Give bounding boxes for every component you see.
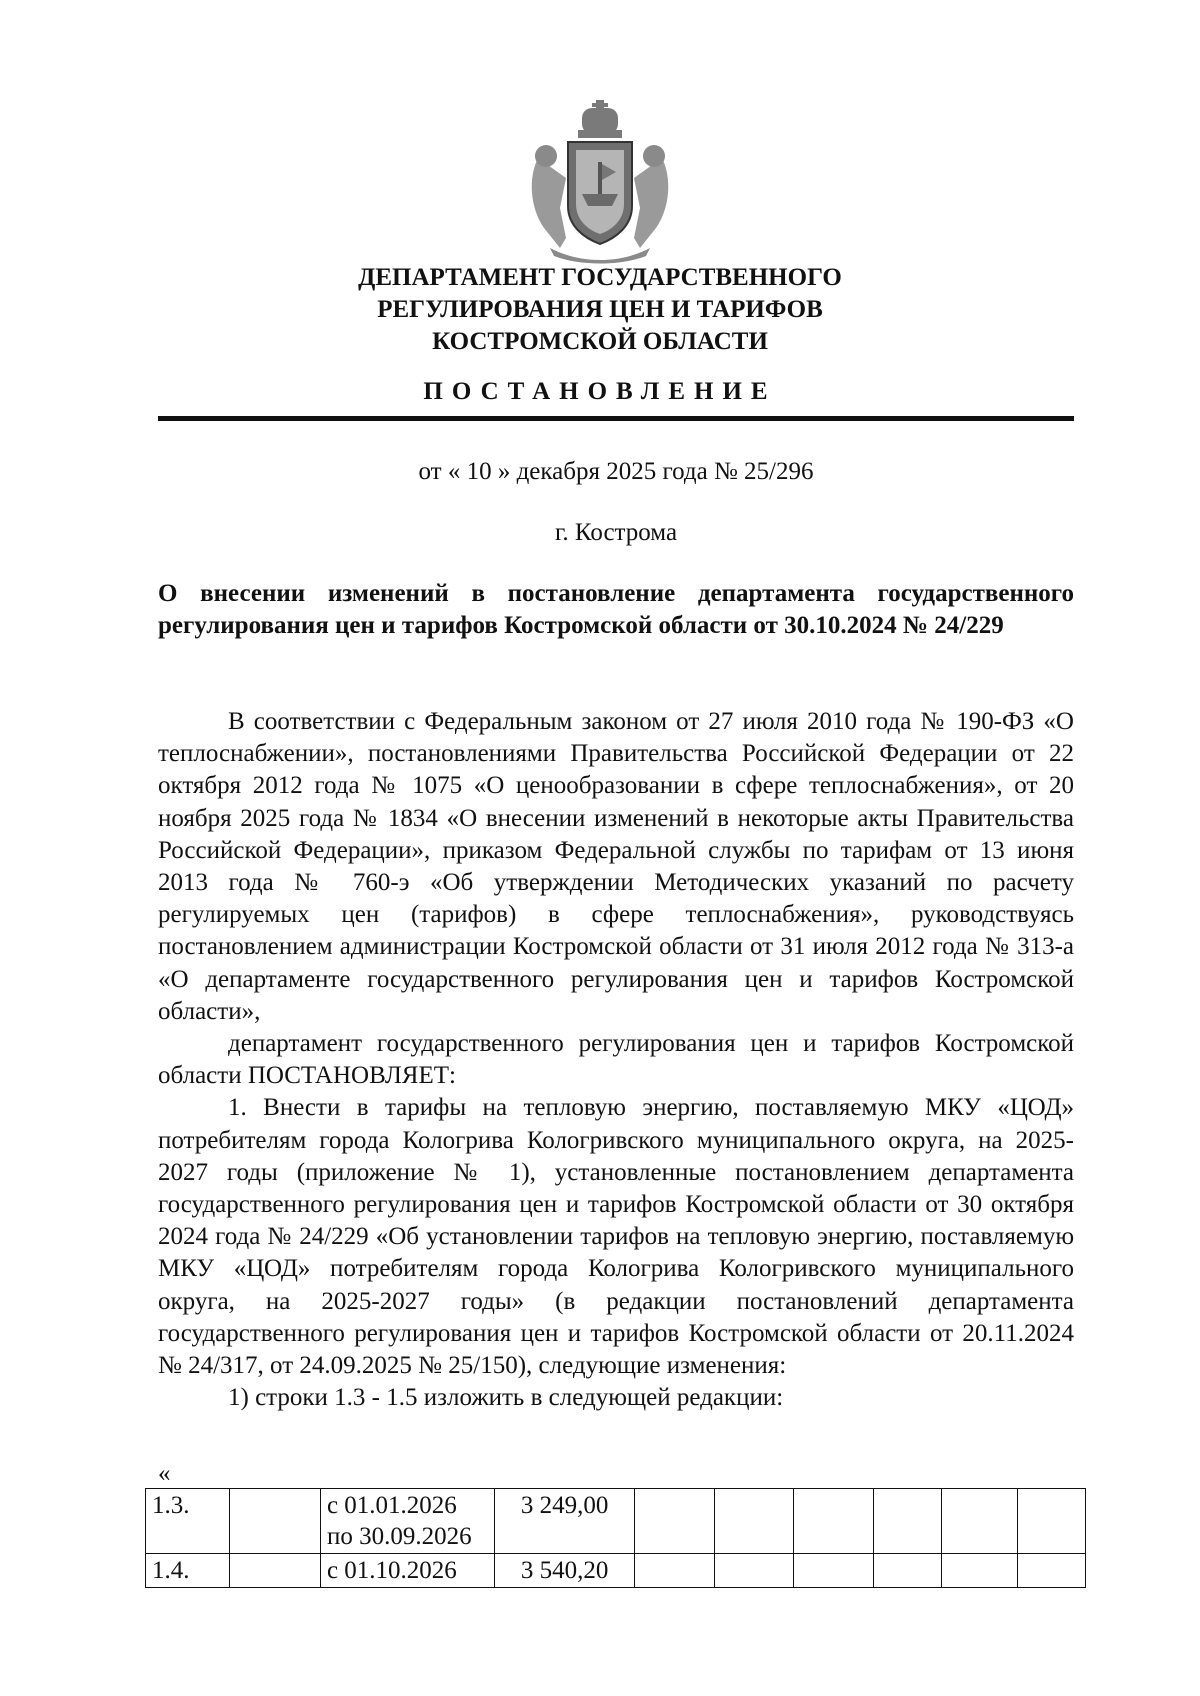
empty-cell (794, 1489, 874, 1554)
paragraph-item-1: 1. Внести в тарифы на тепловую энергию, поставляемую МКУ «ЦОД» потребителям города Кологрива Кологривского муниципального округа, на 2025-2027 годы (приложение № 1), установленные постановлением департамента государственного регулирования цен и тарифов Костромской области от 30 октября 2024 года № 24/229 «Об установлении тарифов на тепловую энергию, поставляемую МКУ «ЦОД» потребителям города Кологрива Кологривского муниципального округа, на 2025-2027 годы» (в редакции постановлений департамента государственного регулирования цен и тарифов Костромской области от 20.11.2024 № 24/317, от 24.09.2025 № 25/150), следующие изменения: (158, 1094, 1074, 1380)
paragraph-subitem-1: 1) строки 1.3 - 1.5 изложить в следующей редакции: (228, 1384, 784, 1412)
empty-cell (794, 1554, 874, 1588)
empty-cell (941, 1554, 1018, 1588)
row-number-cell: 1.4. (146, 1554, 230, 1588)
row-number-cell: 1.3. (146, 1489, 230, 1554)
period-cell (320, 1489, 494, 1554)
tariff-value-cell: 3 249,00 (494, 1489, 634, 1554)
empty-cell (714, 1489, 794, 1554)
authority-line-3: КОСТРОМСКОЙ ОБЛАСТИ (432, 328, 768, 355)
empty-cell (873, 1554, 941, 1588)
city-line: г. Кострома (554, 519, 678, 546)
document-title: О внесении изменений в постановление департамента государственного регулирования цен и тарифов Костромской области от 30.10.2024 № 24/229 (158, 580, 1074, 639)
authority-line-1: ДЕПАРТАМЕНТ ГОСУДАРСТВЕННОГО (358, 264, 842, 291)
table-row (146, 1489, 1086, 1554)
coat-of-arms-emblem (520, 98, 680, 266)
empty-cell (1018, 1489, 1086, 1554)
authority-name (200, 262, 1000, 358)
period-end: по 30.09.2026 (326, 1523, 472, 1550)
empty-cell (635, 1554, 715, 1588)
tariff-value-cell: 3 540,20 (494, 1554, 634, 1588)
empty-cell (230, 1489, 321, 1554)
document-type-heading: ПОСТАНОВЛЕНИЕ (423, 378, 777, 405)
authority-line-2: РЕГУЛИРОВАНИЯ ЦЕН И ТАРИФОВ (377, 296, 823, 323)
period-cell (320, 1554, 494, 1588)
empty-cell (635, 1489, 715, 1554)
empty-cell (941, 1489, 1018, 1554)
paragraph-legal-basis: В соответствии с Федеральным законом от 27 июля 2010 года № 190-ФЗ «О теплоснабжении», постановлениями Правительства Российской Федерации от 22 октября 2012 года № 1075 «О ценообразовании в сфере теплоснабжения», от 20 ноября 2025 года № 1834 «О внесении изменений в некоторые акты Правительства Российской Федерации», приказом Федеральной службы по тарифам от 13 июня 2013 года № 760-э «Об утверждении Методических указаний по расчету регулируемых цен (тарифов) в сфере теплоснабжения», руководствуясь постановлением администрации Костромской области от 31 июля 2012 года № 313-а «О департаменте государственного регулирования цен и тарифов Костромской области», (158, 708, 1074, 1025)
date-number-line: от « 10 » декабря 2025 года № 25/296 (418, 458, 814, 485)
period-start: с 01.10.2026 (326, 1557, 457, 1584)
empty-cell (714, 1554, 794, 1588)
header-divider (158, 416, 1074, 421)
opening-quote-mark: « (158, 1460, 171, 1487)
empty-cell (1018, 1554, 1086, 1588)
empty-cell (230, 1554, 321, 1588)
tariff-table (145, 1488, 1086, 1588)
table-row (146, 1554, 1086, 1588)
period-start: с 01.01.2026 (326, 1492, 457, 1519)
paragraph-resolves: департамент государственного регулирования цен и тарифов Костромской области ПОСТАНОВЛЯЕТ: (158, 1030, 1074, 1090)
empty-cell (873, 1489, 941, 1554)
document-body (158, 706, 1074, 1414)
